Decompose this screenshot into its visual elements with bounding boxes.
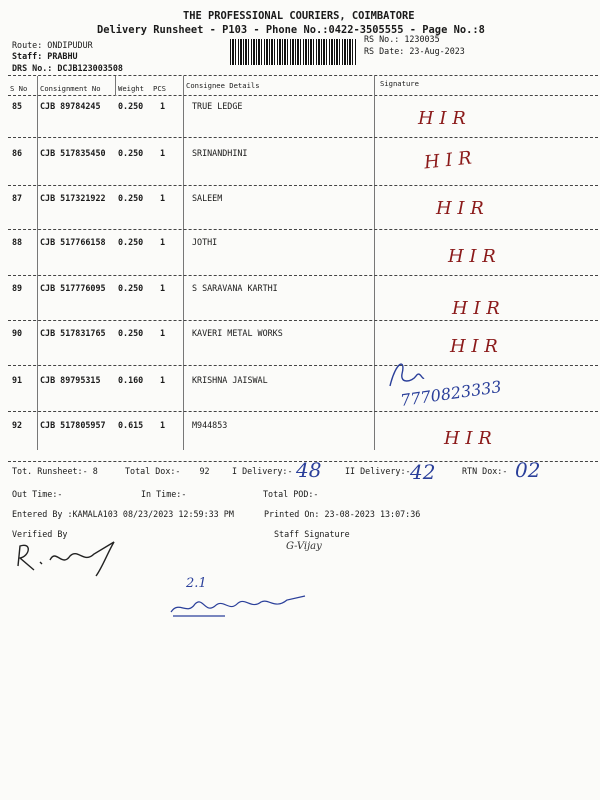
row-weight: 0.250	[118, 328, 144, 338]
row-pcs: 1	[160, 375, 166, 385]
row-consignment: CJB 89795315	[40, 375, 101, 385]
rtn-dox-label: RTN Dox:-	[462, 466, 508, 476]
row-pcs: 1	[160, 193, 166, 203]
bottom-initials: 2.1	[186, 576, 207, 591]
col-consignment: Consignment No	[40, 84, 101, 93]
row-weight: 0.160	[118, 375, 144, 385]
total-pod: Total POD:-	[263, 489, 319, 499]
signature-row-89: H I R	[452, 298, 500, 319]
ii-delivery-label: II Delivery:-	[345, 466, 411, 476]
row-consignee: S SARAVANA KARTHI	[192, 283, 278, 293]
col-separator	[374, 76, 375, 450]
header-divider-top	[8, 75, 598, 76]
row-divider	[8, 320, 598, 321]
in-time: In Time:-	[141, 489, 187, 499]
verified-by-label: Verified By	[12, 529, 68, 539]
row-pcs: 1	[160, 148, 166, 158]
row-sno: 92	[12, 420, 23, 430]
total-dox-label: Total Dox:-	[125, 466, 181, 476]
i-delivery-value: 48	[296, 458, 322, 482]
i-delivery-label: I Delivery:-	[232, 466, 293, 476]
col-weight: Weight	[118, 84, 144, 93]
row-weight: 0.250	[118, 148, 144, 158]
signature-scribble-row-91	[386, 356, 426, 392]
signature-row-86: H I R	[423, 147, 473, 174]
row-pcs: 1	[160, 237, 166, 247]
barcode	[230, 39, 357, 65]
row-sno: 85	[12, 101, 23, 111]
row-consignment: CJB 517835450	[40, 148, 106, 158]
signature-row-87: H I R	[436, 198, 484, 219]
signature-row-85: H I R	[418, 108, 466, 129]
col-separator	[115, 76, 116, 96]
runsheet-subtitle: Delivery Runsheet - P103 - Phone No.:0422-3505555 - Page No.:8	[97, 24, 485, 36]
row-weight: 0.250	[118, 101, 144, 111]
drs-number: DRS No.: DCJB123003508	[12, 63, 123, 73]
col-pcs: PCS	[153, 84, 166, 93]
row-consignee: SRINANDHINI	[192, 148, 248, 158]
printed-on: Printed On: 23-08-2023 13:07:36	[264, 509, 421, 519]
col-separator	[37, 76, 38, 450]
staff-label: Staff: PRABHU	[12, 51, 78, 61]
row-consignment: CJB 517831765	[40, 328, 106, 338]
col-separator	[183, 76, 184, 450]
total-dox-value: 92	[199, 466, 210, 476]
total-dox	[125, 466, 210, 476]
row-pcs: 1	[160, 420, 166, 430]
row-consignment: CJB 517805957	[40, 420, 106, 430]
bottom-signature	[165, 590, 315, 620]
row-weight: 0.250	[118, 237, 144, 247]
col-sno: S No	[10, 84, 28, 93]
rs-number: RS No.: 1230035	[364, 34, 440, 44]
rs-date: RS Date: 23-Aug-2023	[364, 46, 465, 56]
col-signature: Signature	[380, 79, 419, 88]
row-consignment: CJB 517321922	[40, 193, 106, 203]
row-sno: 86	[12, 148, 23, 158]
col-consignee: Consignee Details	[186, 81, 260, 90]
row-divider	[8, 275, 598, 276]
row-sno: 87	[12, 193, 23, 203]
row-pcs: 1	[160, 283, 166, 293]
row-divider	[8, 411, 598, 412]
signature-row-88: H I R	[448, 246, 496, 267]
header-divider-bottom	[8, 95, 598, 96]
row-consignee: KRISHNA JAISWAL	[192, 375, 268, 385]
ii-delivery-value: 42	[410, 460, 436, 484]
tot-runsheet	[12, 466, 98, 476]
row-weight: 0.615	[118, 420, 144, 430]
row-consignee: SALEEM	[192, 193, 223, 203]
signature-row-92: H I R	[444, 428, 492, 449]
entered-by: Entered By :KAMALA103 08/23/2023 12:59:33 PM	[12, 509, 234, 519]
row-divider	[8, 185, 598, 186]
row-sno: 89	[12, 283, 23, 293]
out-time: Out Time:-	[12, 489, 63, 499]
row-pcs: 1	[160, 328, 166, 338]
row-consignment: CJB 517776095	[40, 283, 106, 293]
signature-row-91: 7770823333	[399, 377, 503, 410]
staff-signature-label: Staff Signature	[274, 529, 350, 539]
tot-runsheet-label: Tot. Runsheet:-	[12, 466, 88, 476]
row-pcs: 1	[160, 101, 166, 111]
row-consignee: JOTHI	[192, 237, 218, 247]
row-divider	[8, 365, 598, 366]
rtn-dox-value: 02	[515, 458, 541, 482]
company-name: THE PROFESSIONAL COURIERS, COIMBATORE	[183, 10, 415, 22]
row-consignment: CJB 517766158	[40, 237, 106, 247]
row-divider	[8, 229, 598, 230]
row-sno: 90	[12, 328, 23, 338]
row-consignee: KAVERI METAL WORKS	[192, 328, 283, 338]
tot-runsheet-value: 8	[92, 466, 98, 476]
row-weight: 0.250	[118, 283, 144, 293]
row-sno: 88	[12, 237, 23, 247]
row-divider	[8, 137, 598, 138]
row-consignment: CJB 89784245	[40, 101, 101, 111]
staff-signature-hand: G-Vijay	[286, 541, 322, 552]
route-label: Route: ONDIPUDUR	[12, 40, 93, 50]
row-consignee: TRUE LEDGE	[192, 101, 243, 111]
signature-row-90: H I R	[450, 336, 498, 357]
row-weight: 0.250	[118, 193, 144, 203]
row-consignee: M944853	[192, 420, 228, 430]
verified-signature	[14, 538, 134, 578]
row-sno: 91	[12, 375, 23, 385]
